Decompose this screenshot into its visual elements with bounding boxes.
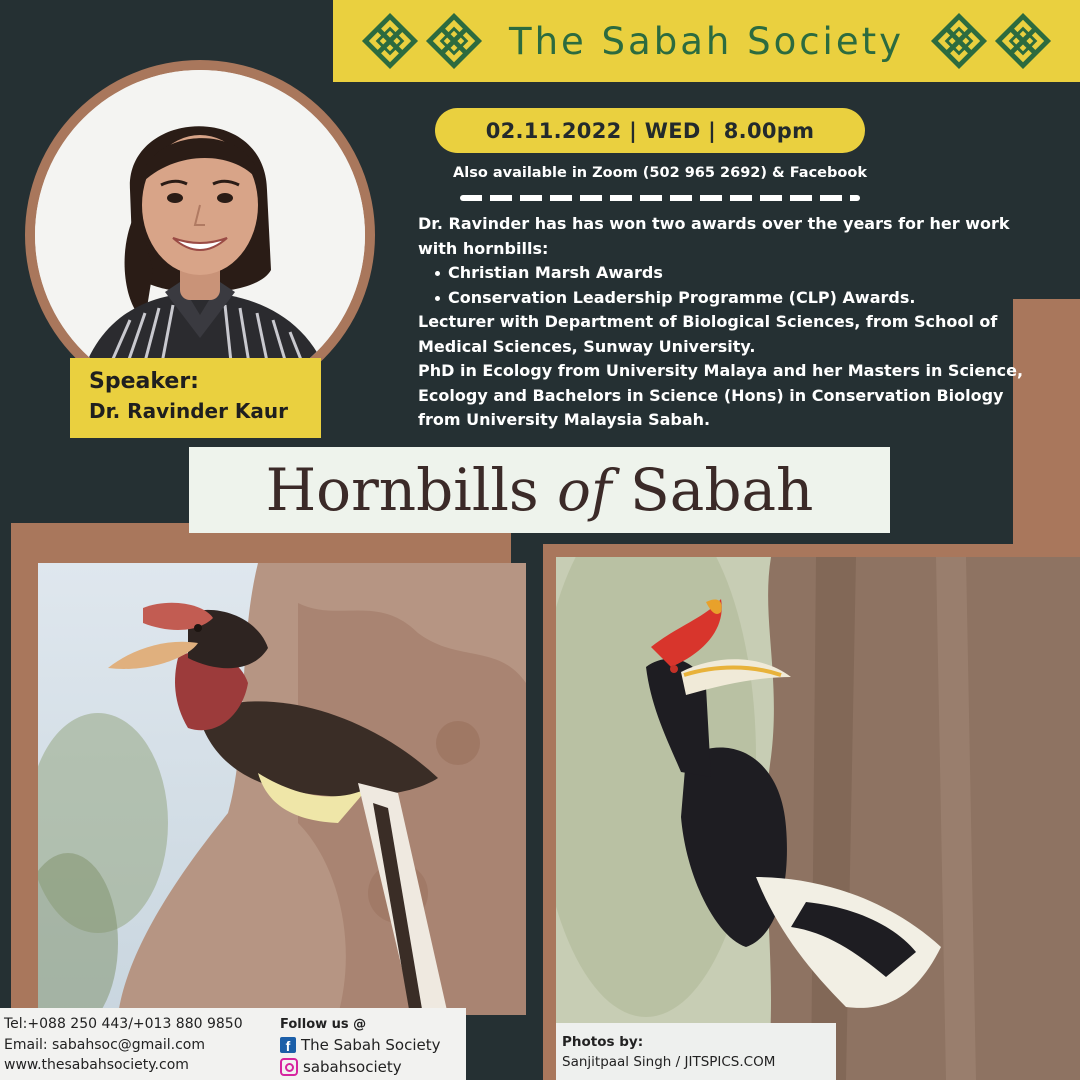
title-connector: of — [557, 459, 612, 524]
bio-intro: Dr. Ravinder has has won two awards over the years for her work with hornbills: — [418, 214, 1010, 258]
speaker-box — [70, 358, 321, 438]
availability-text: Also available in Zoom (502 965 2692) & Facebook — [453, 165, 867, 181]
ornament-right — [930, 12, 1052, 70]
instagram-icon — [280, 1058, 298, 1076]
award-item: Christian Marsh Awards — [448, 261, 1028, 286]
speaker-portrait — [35, 70, 365, 400]
ornament-left — [361, 12, 483, 70]
facebook-link — [280, 1034, 466, 1056]
speaker-label: Speaker: — [89, 369, 199, 394]
top-banner — [333, 0, 1080, 82]
society-title: The Sabah Society — [508, 19, 905, 63]
event-datetime-pill: 02.11.2022 | WED | 8.00pm — [435, 108, 865, 153]
photo-rhinoceros-hornbill — [556, 557, 1080, 1080]
contact-email: Email: sabahsoc@gmail.com — [4, 1036, 206, 1053]
talk-title — [266, 456, 814, 524]
dashed-divider — [460, 195, 860, 201]
follow-label: Follow us @ — [280, 1017, 367, 1032]
instagram-handle: sabahsociety — [303, 1058, 402, 1076]
knot-ornament-icon — [994, 12, 1052, 70]
speaker-bio — [418, 212, 1028, 433]
facebook-icon: f — [280, 1037, 296, 1053]
speaker-name: Dr. Ravinder Kaur — [89, 399, 289, 423]
knot-ornament-icon — [425, 12, 483, 70]
knot-ornament-icon — [930, 12, 988, 70]
speaker-photo — [35, 70, 365, 400]
facebook-handle: The Sabah Society — [301, 1036, 441, 1054]
credit-photographer: Sanjitpaal Singh / JITSPICS.COM — [562, 1054, 776, 1070]
awards-list — [418, 261, 1028, 310]
contact-info — [0, 1008, 268, 1080]
hornbill-photo-right — [556, 557, 1080, 1080]
credit-label: Photos by: — [562, 1034, 644, 1050]
award-item: Conservation Leadership Programme (CLP) Awards. — [448, 286, 1028, 311]
hornbill-photo-left — [38, 563, 526, 1015]
title-part-1: Hornbills — [265, 456, 539, 524]
photo-credit — [556, 1023, 836, 1080]
bio-position: Lecturer with Department of Biological Sciences, from School of Medical Sciences, Sunway University. — [418, 312, 998, 356]
bio-education: PhD in Ecology from University Malaya and her Masters in Science, Ecology and Bachelors in Science (Hons) in Conservation Biology from University Malaysia Sabah. — [418, 361, 1024, 429]
contact-website: www.thesabahsociety.com — [4, 1057, 189, 1073]
knot-ornament-icon — [361, 12, 419, 70]
instagram-link — [280, 1056, 466, 1078]
decor-column-left — [11, 523, 38, 1013]
social-links — [268, 1008, 466, 1080]
photo-helmeted-hornbill — [38, 563, 526, 1015]
headline-box — [189, 447, 890, 533]
contact-phone: Tel:+088 250 443/+013 880 9850 — [4, 1016, 243, 1032]
title-part-2: Sabah — [630, 456, 814, 524]
